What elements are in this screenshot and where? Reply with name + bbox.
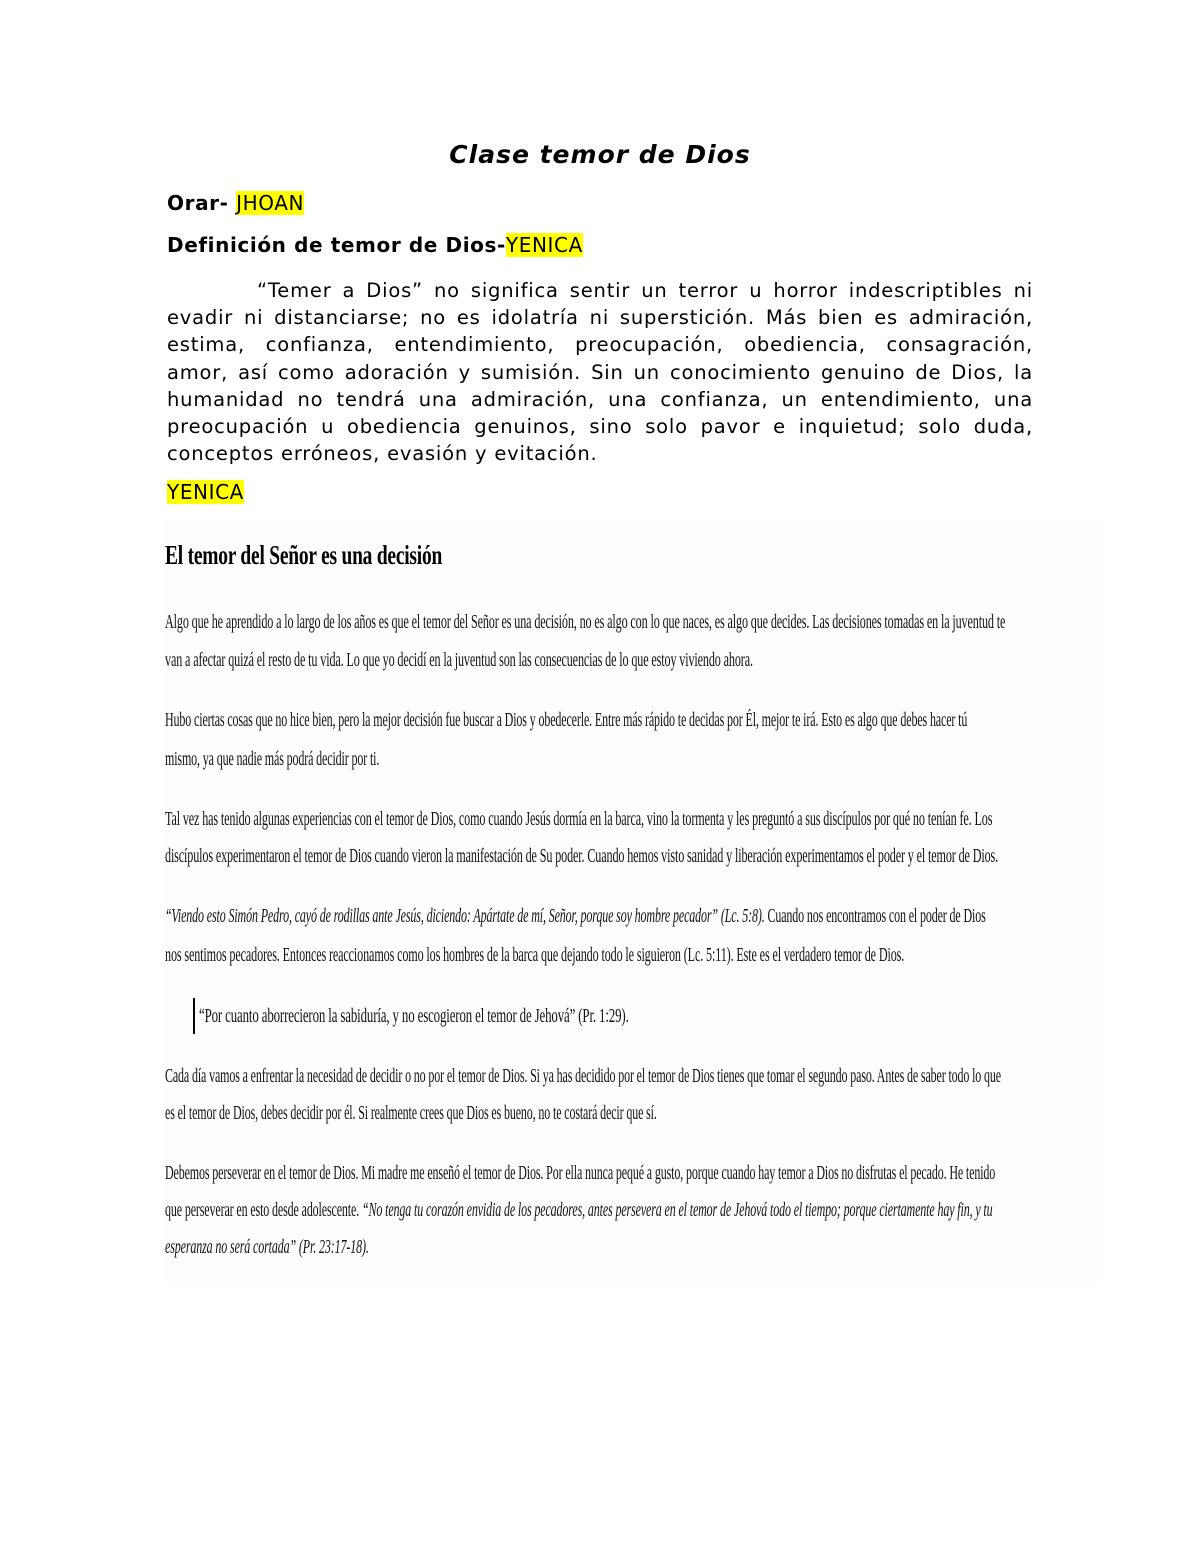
definicion-name-highlight: YENICA xyxy=(505,233,583,257)
article-line: Algo que he aprendido a lo largo de los años es que el temor del Señor es una decisión, no es algo con lo que naces, es algo que decides. Las decisiones tomadas en la juventud te xyxy=(165,612,1006,633)
paragraph-line: conceptos erróneos, evasión y evitación. xyxy=(167,442,598,466)
paragraph-line: “Temer a Dios” no significa sentir un terror u horror indescriptibles ni xyxy=(257,279,1033,302)
article-line: Tal vez has tenido algunas experiencias con el temor de Dios, como cuando Jesús dormía en la barca, vino la tormenta y les preguntó a sus discípulos por qué no tenían fe. Los xyxy=(165,809,993,830)
article-line: Debemos perseverar en el temor de Dios. Mi madre me enseñó el temor de Dios. Por ella nunca pequé a gusto, porque cuando hay temor a Dios no disfrutas el pecado. He tenido xyxy=(165,1163,996,1184)
article-scripture-italic: esperanza no será cortada” (Pr. 23:17-18). xyxy=(165,1237,369,1258)
article-blockquote: “Por cuanto aborrecieron la sabiduría, y no escogieron el temor de Jehová” (Pr. 1:29). xyxy=(199,1006,629,1027)
article-heading: El temor del Señor es una decisión xyxy=(165,540,443,570)
article-line: van a afectar quizá el resto de tu vida. Lo que yo decidí en la juventud son las consecuencias de lo que estoy viviendo ahora. xyxy=(165,650,753,671)
article-line: es el temor de Dios, debes decidir por él. Si realmente crees que Dios es bueno, no te costará decir que sí. xyxy=(165,1103,657,1124)
paragraph-line: preocupación u obediencia genuinos, sino solo pavor e inquietud; solo duda, xyxy=(167,414,1033,438)
article-line xyxy=(165,1237,369,1259)
embedded-article-image xyxy=(165,520,1100,1283)
article-scripture-italic: “Viendo esto Simón Pedro, cayó de rodillas ante Jesús, diciendo: Apártate de mí, Señor, porque soy hombre pecador” (Lc. 5:8). xyxy=(165,906,765,927)
definicion-label: Definición de temor de Dios- xyxy=(167,233,506,257)
article-line: Cada día vamos a enfrentar la necesidad de decidir o no por el temor de Dios. Si ya has decidido por el temor de Dios tienes que tomar el segundo paso. Antes de saber todo lo que xyxy=(165,1066,1001,1087)
paragraph-line: estima, confianza, entendimiento, preocupación, obediencia, consagración, xyxy=(167,333,1033,357)
article-line: mismo, ya que nadie más podrá decidir por ti. xyxy=(165,749,380,770)
orar-line xyxy=(167,191,304,215)
orar-name-highlight: JHOAN xyxy=(236,191,305,215)
article-line xyxy=(165,906,986,928)
article-text: que perseverar en esto desde adolescente. xyxy=(165,1200,362,1221)
article-line: Hubo ciertas cosas que no hice bien, pero la mejor decisión fue buscar a Dios y obedecerle. Entre más rápido te decidas por Él, mejor te irá. Esto es algo que debes hacer tú xyxy=(165,710,968,731)
article-line: nos sentimos pecadores. Entonces reaccionamos como los hombres de la barca que dejando todo le siguieron (Lc. 5:11). Este es el verdadero temor de Dios. xyxy=(165,945,905,966)
definicion-line xyxy=(167,233,583,257)
article-line xyxy=(165,1200,992,1222)
definition-paragraph xyxy=(167,277,1033,467)
orar-label: Orar- xyxy=(167,191,237,215)
blockquote-bar xyxy=(193,998,195,1034)
paragraph-line: evadir ni distanciarse; no es idolatría ni superstición. Más bien es admiración, xyxy=(167,306,1033,330)
presenter-name-highlight: YENICA xyxy=(167,480,244,504)
article-text: Cuando nos encontramos con el poder de Dios xyxy=(764,906,986,927)
paragraph-line: humanidad no tendrá una admiración, una confianza, un entendimiento, una xyxy=(167,387,1033,411)
article-scripture-italic: “No tenga tu corazón envidia de los pecadores, antes persevera en el temor de Jehová todo el tiempo; porque ciertamente hay fin, y tu xyxy=(361,1200,993,1221)
article-line: discípulos experimentaron el temor de Dios cuando vieron la manifestación de Su poder. Cuando hemos visto sanidad y liberación experimentamos el poder y el temor de Dios. xyxy=(165,846,999,867)
paragraph-line: amor, así como adoración y sumisión. Sin un conocimiento genuino de Dios, la xyxy=(167,360,1033,384)
document-title: Clase temor de Dios xyxy=(449,140,751,169)
presenter-line xyxy=(167,480,244,504)
